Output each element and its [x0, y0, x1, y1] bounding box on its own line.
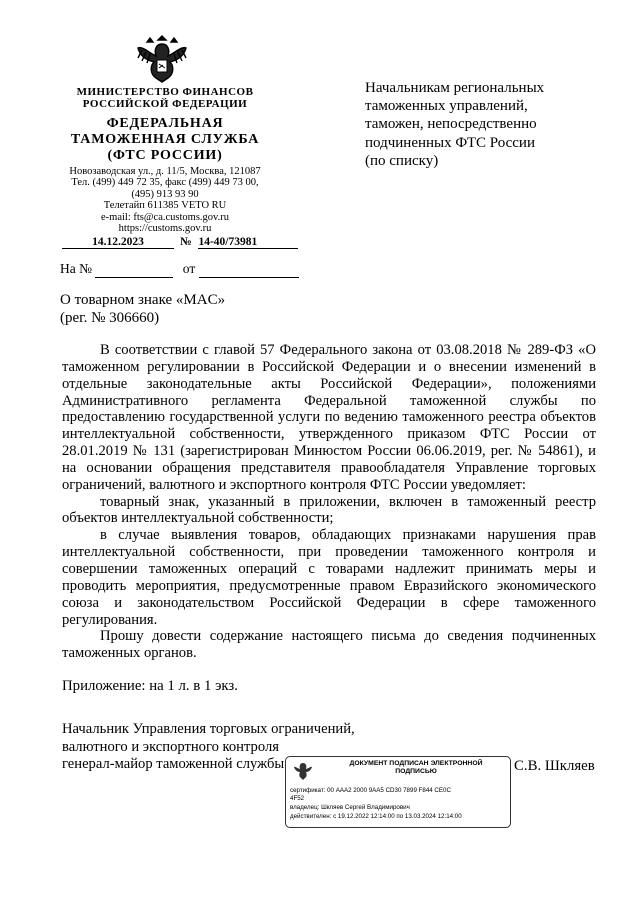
recipient-block: Начальникам региональных таможенных управлений, таможен, непосредственно подчиненных ФТС России (по списку) [365, 80, 545, 169]
ref-number-blank [95, 261, 173, 278]
letter-date: 14.12.2023 [62, 236, 174, 249]
stamp-emblem-icon [292, 760, 314, 782]
stamp-certificate-cont: 4F52 [290, 795, 305, 802]
e-signature-stamp [285, 756, 511, 828]
attachment-note: Приложение: на 1 л. в 1 экз. [62, 678, 238, 694]
letter-number: 14-40/73981 [198, 236, 298, 249]
signatory-block: Начальник Управления торговых ограничений, валютного и экспортного контроля генерал-майор таможенной службы [62, 721, 355, 772]
ministry-name: МИНИСТЕРСТВО ФИНАНСОВ РОССИЙСКОЙ ФЕДЕРАЦИИ [76, 86, 254, 110]
coat-of-arms-emblem [134, 30, 190, 86]
stamp-title: ДОКУМЕНТ ПОДПИСАН ЭЛЕКТРОННОЙ ПОДПИСЬЮ [349, 760, 483, 775]
letter-body [62, 342, 596, 662]
ref-date-blank [199, 261, 299, 278]
paragraph: Прошу довести содержание настоящего письма до сведения подчиненных таможенных органов. [62, 628, 596, 662]
number-label: № [180, 236, 192, 248]
stamp-certificate: сертификат: 00 AAA2 2000 9AA5 CD30 7899 F844 CE0C [290, 787, 451, 794]
stamp-owner: владелец: Шкляев Сергей Владимирович [290, 804, 410, 811]
letter-date-row [62, 236, 174, 249]
stamp-validity: действителен: с 19.12.2022 12:14:00 по 13.03.2024 12:14:00 [290, 813, 462, 820]
service-name: ФЕДЕРАЛЬНАЯ ТАМОЖЕННАЯ СЛУЖБА (ФТС РОССИИ) [70, 116, 260, 163]
letter-subject: О товарном знаке «MAC» (рег. № 306660) [60, 292, 226, 326]
letter-number-row [180, 236, 298, 249]
paragraph: товарный знак, указанный в приложении, включен в таможенный реестр объектов интеллектуальной собственности; [62, 493, 596, 527]
paragraph: в случае выявления товаров, обладающих признаками нарушения прав интеллектуальной собственности, при проведении таможенного контроля и совершении таможенных операций с товарами надлежит принимать меры и проводить мероприятия, предусмотренные правом Евразийского экономического союза и законодательством Российской Федерации в сфере таможенного регулирования. [62, 527, 596, 628]
paragraph: В соответствии с главой 57 Федерального закона от 03.08.2018 № 289-ФЗ «О таможенном регулировании в Российской Федерации и о внесении изменений в отдельные законодательные акты Российской Федерации», положениями Административного регламента Федеральной таможенной службы по предоставлению государственной услуги по ведению таможенного реестра объектов интеллектуальной собственности, утвержденного приказом ФТС России от 28.01.2019 № 131 (зарегистрирован Минюстом России 06.06.2019, рег. № 54861), и на основании обращения представителя правообладателя Управление торговых ограничений, валютного и экспортного контроля ФТС России уведомляет: [62, 342, 596, 493]
signatory-name: С.В. Шкляев [514, 758, 595, 774]
ref-number-label: На № [60, 261, 92, 276]
service-address: Новозаводская ул., д. 11/5, Москва, 121087 Тел. (499) 449 72 35, факс (499) 449 73 00, (495) 913 93 90 Телетайп 611385 VETO RU e-mail: fts@ca.customs.gov.ru https://customs.gov.ru [69, 166, 261, 235]
reference-row [60, 261, 299, 278]
ref-from-label: от [182, 261, 196, 276]
